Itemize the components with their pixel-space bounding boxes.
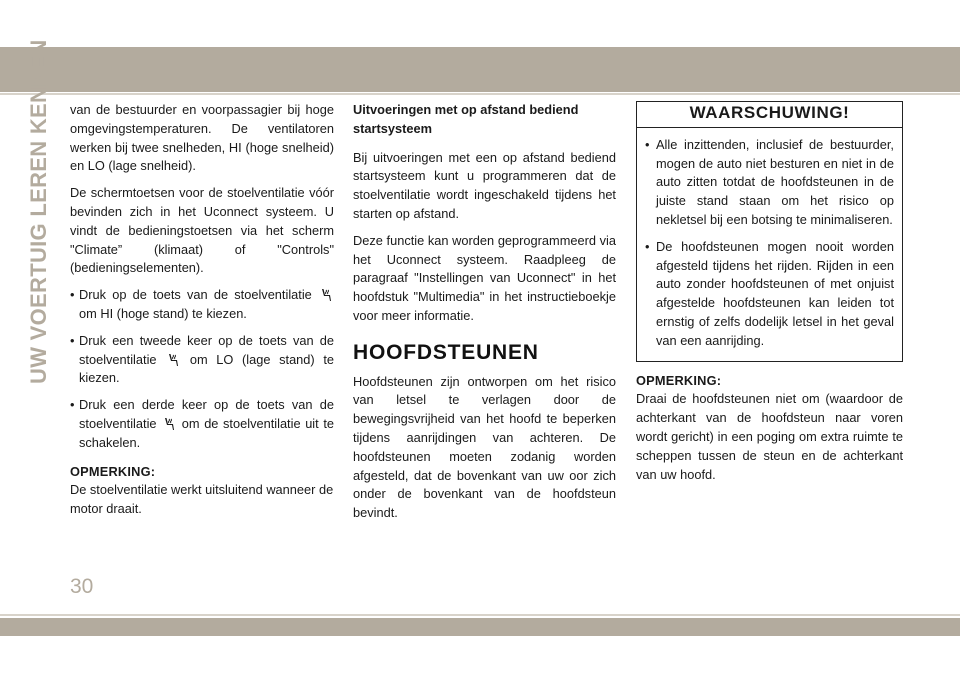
- paragraph: De schermtoetsen voor de stoelventilatie vóór bevinden zich in het Uconnect systeem. U vindt de bedieningstoetsen via het scherm "Climate” (klimaat) of "Controls" (bedieningselementen).: [70, 185, 334, 276]
- warning-item-text: Alle inzittenden, inclusief de bestuurder, mogen de auto niet besturen en niet in de auto zitten totdat de hoofdsteunen in de juiste stand staan om het risico op nekletsel bij een botsing te minimaliseren.: [656, 136, 894, 227]
- bullet-icon: •: [70, 332, 75, 348]
- subheading: Uitvoeringen met op afstand bediend startsysteem: [353, 102, 579, 136]
- column-middle: [353, 101, 616, 531]
- list-item: [70, 332, 334, 388]
- list-item-text: om LO (lage stand) te kiezen.: [79, 351, 334, 386]
- seat-ventilation-icon: [167, 353, 179, 367]
- footer-rule: [0, 614, 960, 616]
- section-title: HOOFDSTEUNEN: [353, 340, 539, 364]
- list-item-text: Druk op de toets van de stoelventilatie: [79, 287, 312, 303]
- warning-item: [645, 136, 894, 230]
- note-text: De stoelventilatie werkt uitsluitend wanneer de motor draait.: [70, 482, 334, 517]
- page-number: 30: [70, 575, 94, 598]
- column-right: [636, 101, 903, 492]
- footer-band: [0, 618, 960, 636]
- list-item-text: om de stoelventilatie uit te schakelen.: [79, 415, 334, 450]
- bullet-icon: •: [645, 238, 650, 254]
- bullet-icon: •: [70, 287, 75, 303]
- seat-ventilation-icon: [163, 417, 175, 431]
- list-item-text: om HI (hoge stand) te kiezen.: [79, 305, 247, 321]
- seat-ventilation-icon: [320, 288, 332, 302]
- paragraph: Hoofdsteunen zijn ontworpen om het risico van letsel te verlagen door de bewegingsvrijheid van het hoofd te beperken tijdens aanrijdingen van achteren. De hoofdsteunen moeten zodanig worden afgesteld, dat de bovenkant van uw oor zich onder de bovenkant van de hoofdsteun bevindt.: [353, 373, 616, 521]
- note-label: OPMERKING:: [70, 463, 156, 479]
- chapter-side-title: UW VOERTUIG LEREN KENNEN: [26, 39, 51, 384]
- warning-title: WAARSCHUWING!: [637, 102, 902, 128]
- warning-item: [645, 238, 894, 351]
- paragraph: Deze functie kan worden geprogrammeerd via het Uconnect systeem. Raadpleeg de paragraaf "Instellingen van Uconnect" in het hoofdstuk "Multimedia" in het instructieboekje voor meer informatie.: [353, 232, 616, 323]
- bullet-icon: •: [645, 136, 650, 152]
- warning-item-text: De hoofdsteunen mogen nooit worden afgesteld tijdens het rijden. Rijden in een auto zonder hoofdsteunen of met onjuist afgestelde hoofdsteunen kan leiden tot ernstig of zelfs dodelijk letsel in het geval van een aanrijding.: [656, 238, 894, 348]
- bullet-icon: •: [70, 397, 75, 413]
- list-item-text: Druk een derde keer op de toets van de stoelventilatie: [79, 397, 334, 431]
- column-left: [70, 101, 334, 527]
- list-item: [70, 396, 334, 452]
- paragraph: van de bestuurder en voorpassagier bij hoge omgevingstemperaturen. De ventilatoren werken bij twee snelheden, HI (hoge snelheid) en LO (lage snelheid).: [70, 102, 334, 174]
- note-label: OPMERKING:: [636, 372, 722, 388]
- header-band: [0, 47, 960, 92]
- paragraph: Bij uitvoeringen met een op afstand bediend startsysteem kunt u programmeren dat de stoelventilatie wordt ingeschakeld tijdens het starten op afstand.: [353, 149, 616, 221]
- list-item-text: Druk een tweede keer op de toets van de stoelventilatie: [79, 332, 334, 367]
- list-item: [70, 286, 334, 324]
- note-text: Draai de hoofdsteunen niet om (waardoor de achterkant van de hoofdsteun naar voren wordt gericht) in een poging om extra ruimte te scheppen tussen de steun en de achterkant van uw hoofd.: [636, 391, 903, 482]
- header-rule: [0, 93, 960, 95]
- warning-box: [636, 101, 903, 362]
